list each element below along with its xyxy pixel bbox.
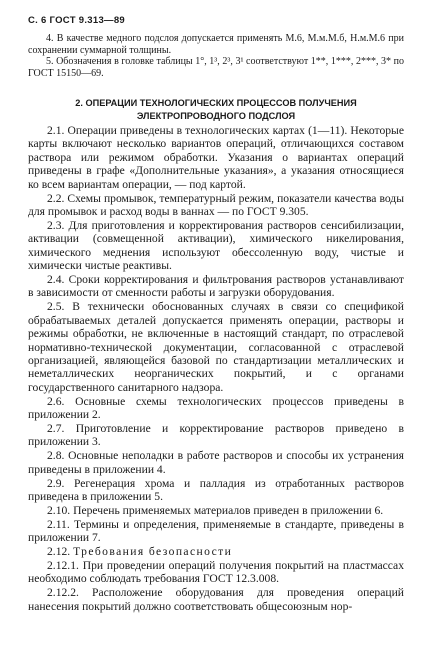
page-header: С. 6 ГОСТ 9.313—89	[28, 15, 126, 26]
subsection-title: Требования безопасности	[73, 545, 233, 559]
section-body	[28, 124, 404, 614]
paragraph-2-6: 2.6. Основные схемы технологических процессов приведены в приложении 2.	[28, 394, 404, 422]
paragraph-2-11: 2.11. Термины и определения, применяемые в стандарте, приведены в приложении 7.	[28, 517, 404, 545]
note-5: 5. Обозначения в головке таблицы 1°, 1³, 2³, 3¹ соответствуют 1**, 1***, 2***, 3* по ГОСТ 15150—69.	[28, 56, 404, 80]
paragraph-2-12-2: 2.12.2. Расположение оборудования для проведения операций нанесения покрытий должно соответствовать общесоюзным нор-	[28, 586, 404, 613]
note-4: 4. В качестве медного подслоя допускается применять М.6, М.м.М.б, Н.м.М.6 при сохранении суммарной толщины.	[28, 33, 404, 56]
subsection-number: 2.12.	[47, 545, 71, 559]
table-notes	[28, 33, 404, 80]
section-title-line-2: ЭЛЕКТРОПРОВОДНОГО ПОДСЛОЯ	[136, 111, 296, 121]
paragraph-2-4: 2.4. Сроки корректирования и фильтрования растворов устанавливают в зависимости от сменности работы и загрузки оборудования.	[28, 272, 404, 300]
section-title	[28, 97, 404, 123]
subsection-heading	[28, 545, 404, 558]
paragraph-2-3: 2.3. Для приготовления и корректирования растворов сенсибилизации, активации (совмещенной активации), химического никелирования, химического меднения используют обессоленную воду, чистые и химически чистые реактивы.	[28, 218, 404, 273]
paragraph-2-9: 2.9. Регенерация хрома и палладия из отработанных растворов приведена в приложении 5.	[28, 476, 404, 503]
paragraph-2-1: 2.1. Операции приведены в технологических картах (1—11). Некоторые карты включают несколько вариантов операций, отличающихся составом раствора или режимом обработки. Указания о вариантах операций приведены в графе «Дополнительные указания», а указания относящиеся ко всем вариантам операции, — под картой.	[28, 124, 404, 191]
paragraph-2-2: 2.2. Схемы промывок, температурный режим, показатели качества воды для промывок и расход воды в ваннах — по ГОСТ 9.305.	[28, 191, 404, 218]
section-title-line-1: 2. ОПЕРАЦИИ ТЕХНОЛОГИЧЕСКИХ ПРОЦЕССОВ ПОЛУЧЕНИЯ	[75, 98, 357, 108]
paragraph-2-10: 2.10. Перечень применяемых материалов приведен в приложении 6.	[47, 503, 384, 517]
paragraph-2-5: 2.5. В технически обоснованных случаях в связи со спецификой обрабатываемых деталей допускается применять операции, растворы и режимы обработки, не включенные в настоящий стандарт, по отраслевой нормативно-технической документации, согласованной с отраслевой организацией, являющейся базовой по стандартизации металлических и неметаллических неорганических покрытий, и с органами государственного санитарного надзора.	[28, 300, 404, 394]
paragraph-2-8: 2.8. Основные неполадки в работе растворов и способы их устранения приведены в приложении 4.	[28, 449, 404, 476]
paragraph-2-12-1: 2.12.1. При проведении операций получения покрытий на пластмассах необходимо соблюдать требования ГОСТ 12.3.008.	[28, 559, 404, 586]
paragraph-2-7: 2.7. Приготовление и корректирование растворов приведено в приложении 3.	[28, 421, 404, 449]
